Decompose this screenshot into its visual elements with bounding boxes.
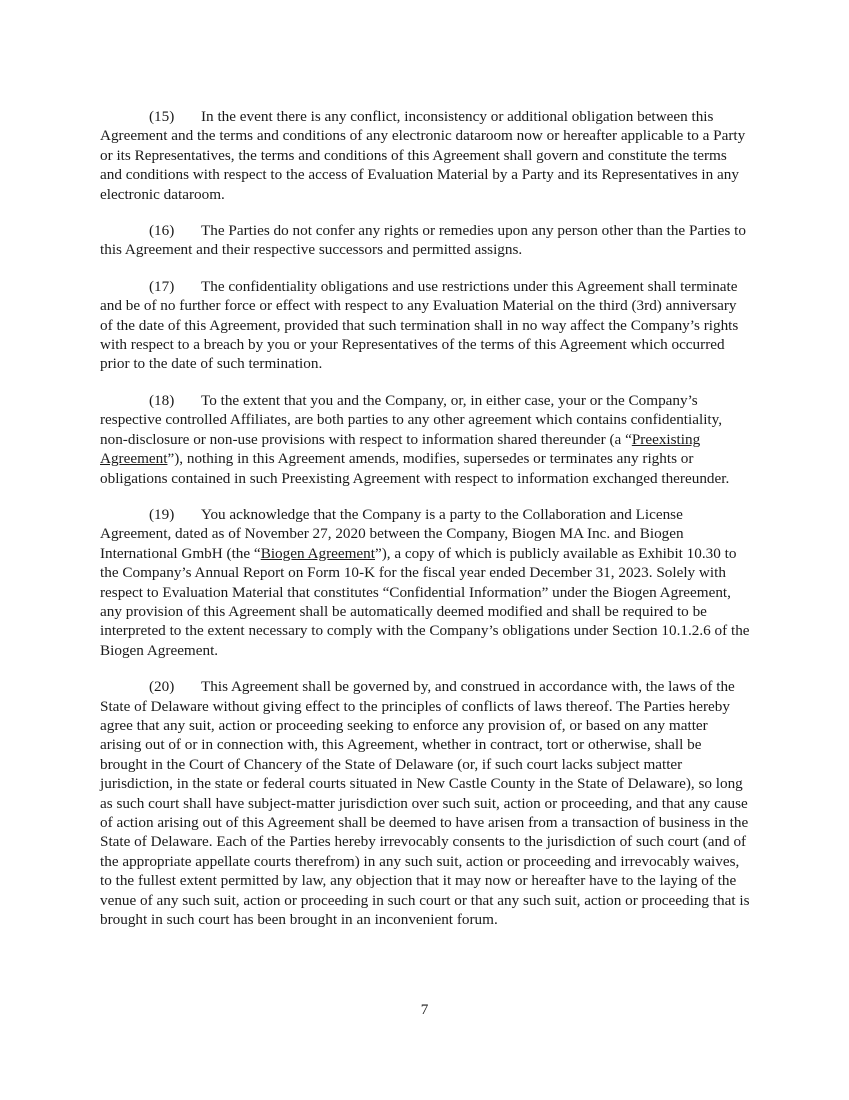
- paragraph-15: [100, 107, 750, 204]
- paragraph-text: You acknowledge that the Company is a party to the Collaboration and License Agreement, dated as of November 27, 2020 between the Company, Biogen MA Inc. and Biogen International GmbH (the “: [100, 505, 684, 562]
- paragraph-number: (20): [149, 678, 175, 696]
- paragraph-text: The Parties do not confer any rights or remedies upon any person other than the Parties to this Agreement and their respective successors and permitted assigns.: [100, 222, 746, 259]
- paragraph-text: The confidentiality obligations and use restrictions under this Agreement shall terminate and be of no further force or effect with respect to any Evaluation Material on the third (3rd) anniversary of the date of this Agreement, provided that such termination shall in no way affect the Company’s rights with respect to a breach by you or your Representatives of the terms of this Agreement which occurred prior to the date of such termination.: [100, 277, 739, 373]
- defined-term-biogen-agreement: Biogen Agreement: [260, 544, 375, 562]
- paragraph-text: This Agreement shall be governed by, and construed in accordance with, the laws of the State of Delaware without giving effect to the principles of conflicts of laws thereof. The Parties hereby agree that any suit, action or proceeding seeking to enforce any provision of, or based on any matter arising out of or in connection with, this Agreement, whether in contract, tort or otherwise, shall be brought in the Court of Chancery of the State of Delaware (or, if such court lacks subject matter jurisdiction, in the state or federal courts situated in New Castle County in the State of Delaware), so long as such court shall have subject-matter jurisdiction over such suit, action or proceeding, and that any cause of action arising out of this Agreement shall be deemed to have arisen from a transaction of business in the State of Delaware. Each of the Parties hereby irrevocably consents to the jurisdiction of such court (and of the appropriate appellate courts therefrom) in any such suit, action or proceeding and irrevocably waives, to the fullest extent permitted by law, any objection that it may now or hereafter have to the laying of the venue of any such suit, action or proceeding in such court or that any such suit, action or proceeding that is brought in such court has been brought in an inconvenient forum.: [100, 678, 750, 929]
- page-number: 7: [420, 1001, 429, 1018]
- paragraph-text: In the event there is any conflict, inconsistency or additional obligation between this Agreement and the terms and conditions of any electronic dataroom now or hereafter applicable to a Party or its Representatives, the terms and conditions of this Agreement shall govern and constitute the terms and conditions with respect to the access of Evaluation Material by a Party and its Representatives in any electronic dataroom.: [100, 108, 746, 203]
- paragraph-text-continued: ”), nothing in this Agreement amends, modifies, supersedes or terminates any rights or obligations contained in such Preexisting Agreement with respect to information exchanged thereunder.: [100, 450, 730, 487]
- paragraph-20: [100, 677, 750, 929]
- paragraph-number: (18): [149, 391, 175, 409]
- paragraph-text: To the extent that you and the Company, or, in either case, your or the Company’s respective controlled Affiliates, are both parties to any other agreement which contains confidentiality, non-disclosure or non-use provisions with respect to information shared thereunder (a “: [100, 391, 723, 448]
- paragraph-19: [100, 505, 750, 660]
- paragraph-18: [100, 391, 750, 488]
- document-body: [100, 107, 750, 946]
- defined-term-preexisting-agreement: Preexisting Agreement: [100, 430, 701, 468]
- paragraph-number: (19): [149, 505, 175, 523]
- paragraph-17: [100, 277, 750, 374]
- paragraph-16: [100, 221, 750, 260]
- paragraph-number: (17): [149, 277, 175, 295]
- paragraph-number: (16): [149, 222, 175, 240]
- paragraph-text-continued: ”), a copy of which is publicly available as Exhibit 10.30 to the Company’s Annual Report on Form 10-K for the fiscal year ended December 31, 2023. Solely with respect to Evaluation Material that constitutes “Confidential Information” under the Biogen Agreement, any provision of this Agreement shall be automatically deemed modified and shall be required to be interpreted to the extent necessary to comply with the Company’s obligations under Section 10.1.2.6 of the Biogen Agreement.: [100, 544, 750, 659]
- paragraph-number: (15): [149, 108, 175, 125]
